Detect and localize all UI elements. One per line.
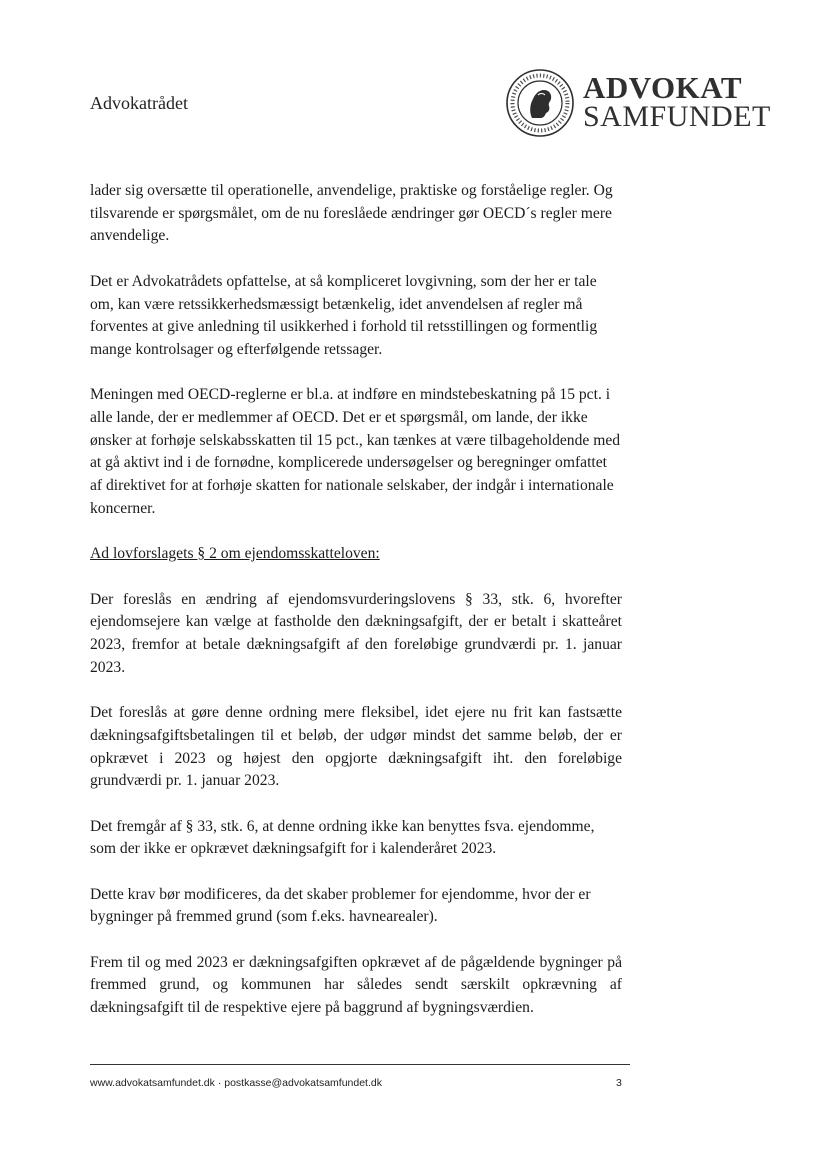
header-org-name: Advokatrådet xyxy=(90,93,188,113)
paragraph: Meningen med OECD-reglerne er bl.a. at indføre en mindstebeskatning på 15 pct. i alle lande, der er medlemmer af OECD. Det er et spørgsmål, om lande, der ikke ønsker at forhøje selskabsskatten til 15 pct., kan tænkes at være tilbageholdende med at gå aktivt ind i de fornødne, komplicerede undersøgelser og beregninger omfattet af direktivet for at forhøje skatten for nationale selskaber, der indgår i internationale koncerner. xyxy=(90,386,621,517)
paragraph: Der foreslås en ændring af ejendomsvurderingslovens § 33, stk. 6, hvorefter ejendomsejere kan vælge at fastholde den dækningsafgift, der er betalt i skatteåret 2023, fremfor at betale dækningsafgift af den foreløbige grundværdi pr. 1. januar 2023. xyxy=(90,590,622,676)
page-number: 3 xyxy=(616,1077,622,1089)
seal-icon xyxy=(505,68,575,138)
paragraph: Frem til og med 2023 er dækningsafgiften opkrævet af de pågældende bygninger på fremmed grund, og kommunen har således sendt særskilt opkrævning af dækningsafgift til de respektive ejere på baggrund af bygningsværdien. xyxy=(90,953,622,1017)
paragraph: Det er Advokatrådets opfattelse, at så kompliceret lovgivning, som der her er tale om, kan være retssikkerhedsmæssigt betænkelig, idet anvendelsen af regler må forventes at give anledning til usikkerhed i forhold til retsstillingen og formentlig mange kontrolsager og efterfølgende retssager. xyxy=(90,272,598,358)
logo-line1: ADVOKAT xyxy=(583,70,743,105)
footer-contact: www.advokatsamfundet.dk · postkasse@advokatsamfundet.dk xyxy=(90,1077,382,1089)
logo-line2: SAMFUNDET xyxy=(583,100,771,133)
footer-divider xyxy=(90,1064,630,1065)
document-body xyxy=(90,180,622,1043)
paragraph: lader sig oversætte til operationelle, anvendelige, praktiske og forståelige regler. Og tilsvarende er spørgsmålet, om de nu foreslåede ændringer gør OECD´s regler mere anvendelige. xyxy=(90,182,613,245)
advokatsamfundet-logo xyxy=(505,68,775,144)
paragraph: Det fremgår af § 33, stk. 6, at denne ordning ikke kan benyttes fsva. ejendomme, som der ikke er opkrævet dækningsafgift for i kalenderåret 2023. xyxy=(90,817,595,858)
section-heading: Ad lovforslagets § 2 om ejendomsskatteloven: xyxy=(90,545,380,563)
paragraph: Dette krav bør modificeres, da det skaber problemer for ejendomme, hvor der er bygninger på fremmed grund (som f.eks. havnearealer). xyxy=(90,885,591,926)
paragraph: Det foreslås at gøre denne ordning mere fleksibel, idet ejere nu frit kan fastsætte dækningsafgiftsbetalingen til et beløb, der udgør mindst det samme beløb, der er opkrævet i 2023 og højest den opgjorte dækningsafgift iht. den foreløbige grundværdi pr. 1. januar 2023. xyxy=(90,704,622,790)
